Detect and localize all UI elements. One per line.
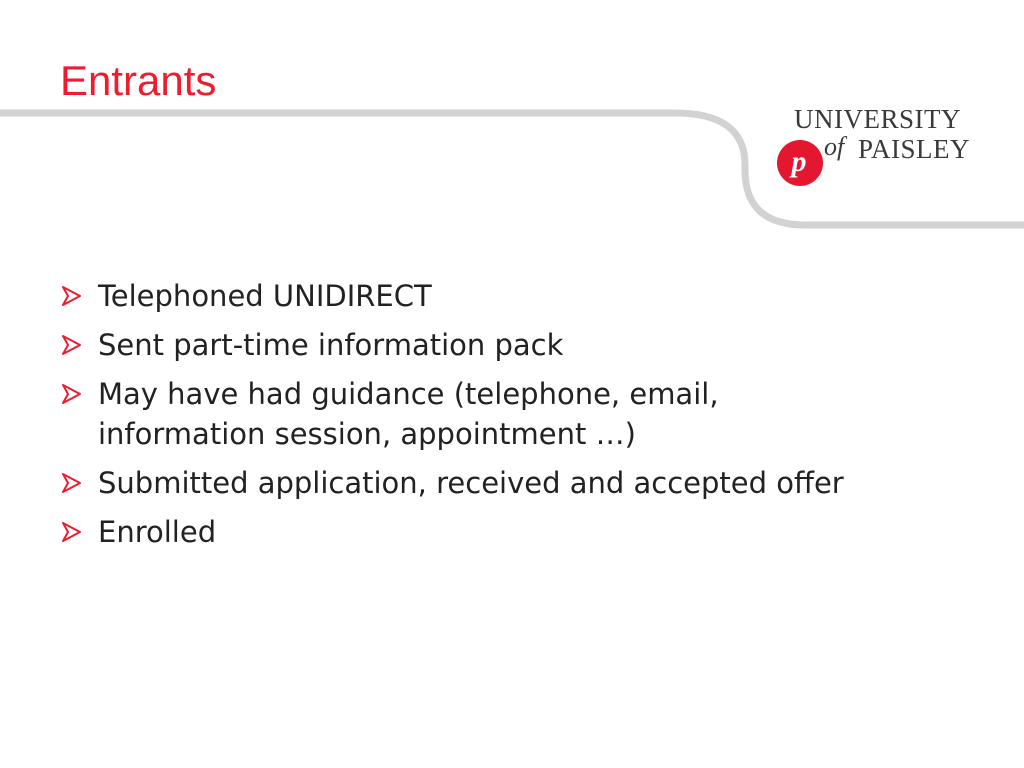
logo-p-mark-icon (776, 139, 824, 187)
bullet-text: Enrolled (98, 515, 217, 549)
bullet-text: Submitted application, received and accepted offer (98, 466, 844, 500)
arrowhead-bullet-icon (60, 521, 82, 543)
logo-text-university: UNIVERSITY (794, 104, 961, 134)
bullet-item (60, 463, 850, 503)
bullet-item (60, 512, 850, 552)
university-logo (772, 104, 972, 194)
arrowhead-bullet-icon (60, 285, 82, 307)
bullet-item (60, 276, 850, 316)
bullet-list (60, 276, 850, 561)
arrowhead-bullet-icon (60, 383, 82, 405)
bullet-item (60, 325, 850, 365)
logo-mark-letter: p (791, 145, 807, 178)
bullet-text: Telephoned UNIDIRECT (98, 279, 432, 313)
bullet-text: May have had guidance (telephone, email, information session, appointment …) (98, 377, 719, 451)
logo-text-of: of (824, 132, 845, 161)
bullet-text: Sent part-time information pack (98, 328, 564, 362)
slide-title: Entrants (60, 57, 217, 104)
arrowhead-bullet-icon (60, 472, 82, 494)
arrowhead-bullet-icon (60, 334, 82, 356)
bullet-item (60, 374, 850, 454)
logo-text-paisley: PAISLEY (858, 134, 971, 164)
